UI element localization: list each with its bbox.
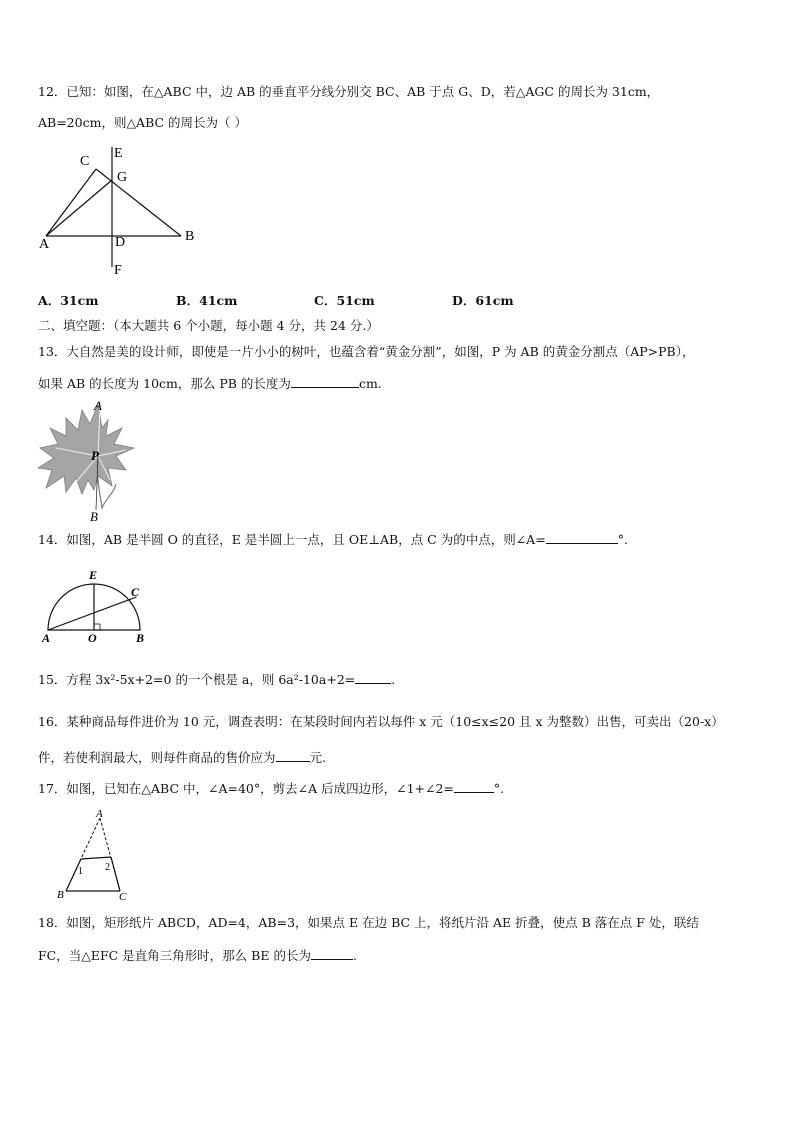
q12-option-d: D．61cm [452, 293, 514, 308]
q14-label-b: B [136, 631, 145, 645]
q17-triangle-figure [54, 808, 134, 902]
q18-text-line1: 18．如图，矩形纸片 ABCD，AD=4，AB=3，如果点 E 在边 BC 上，将纸片沿 AE 折叠，使点 B 落在点 F 处，联结 [38, 915, 699, 930]
q16-text-line1: 16．某种商品每件进价为 10 元，调查表明：在某段时间内若以每件 x 元（10≤x≤20 且 x 为整数）出售，可卖出（20-x） [38, 714, 724, 729]
q16-text-line2 [38, 749, 326, 766]
q14-text-b: °. [617, 532, 628, 547]
q17-label-2: 2 [105, 862, 110, 873]
q17-label-c: C [119, 891, 127, 902]
q12-label-a: A [39, 237, 50, 252]
q14-label-c: C [131, 585, 140, 599]
q13-text-line1: 13．大自然是美的设计师，即使是一片小小的树叶，也蕴含着“黄金分割”，如图，P 为 AB 的黄金分割点（AP>PB）， [38, 344, 695, 359]
q13-text-line2b: cm. [358, 376, 382, 391]
q13-maple-leaf-figure [36, 398, 136, 524]
q13-label-b: B [90, 509, 98, 524]
q14-answer-blank[interactable] [546, 531, 618, 544]
q18-answer-blank[interactable] [311, 947, 353, 960]
q12-triangle-figure [36, 142, 206, 277]
q15-answer-blank[interactable] [355, 671, 391, 684]
q14-text-a: 14．如图，AB 是半圆 O 的直径，E 是半圆上一点，且 OE⊥AB，点 C 为的中点，则∠A= [38, 532, 546, 547]
q12-label-b: B [185, 229, 195, 244]
q13-label-p: P [91, 448, 99, 463]
q12-label-d: D [115, 235, 126, 250]
q12-label-f: F [114, 263, 122, 277]
q14-text [38, 531, 628, 548]
q16-text-line2a: 件，若使利润最大，则每件商品的售价应为 [38, 750, 276, 765]
q17-text-a: 17．如图，已知在△ABC 中，∠A=40°，剪去∠A 后成四边形，∠1+∠2= [38, 781, 454, 796]
q12-option-b: B．41cm [176, 293, 238, 308]
q15-text-a: 15．方程 3x²-5x+2=0 的一个根是 a，则 6a²-10a+2= [38, 672, 356, 687]
q18-text-line2 [38, 947, 357, 964]
q12-label-g: G [117, 170, 128, 185]
q17-text-b: °. [493, 781, 505, 796]
q17-label-1: 1 [78, 866, 83, 877]
q12-label-e: E [114, 146, 123, 161]
q15-text-b: . [391, 672, 396, 687]
q16-text-line2b: 元. [309, 750, 326, 765]
q14-label-e: E [89, 568, 98, 582]
q12-option-c: C．51cm [314, 293, 375, 308]
section-title-fill-in: 二、填空题：（本大题共 6 个小题，每小题 4 分，共 24 分.） [38, 318, 379, 333]
q17-answer-blank[interactable] [454, 780, 494, 793]
q12-text-line1: 12．已知：如图，在△ABC 中，边 AB 的垂直平分线分别交 BC、AB 于点 G、D，若△AGC 的周长为 31cm， [38, 84, 660, 99]
q18-text-line2a: FC，当△EFC 是直角三角形时，那么 BE 的长为 [38, 948, 311, 963]
q17-label-a: A [96, 808, 103, 820]
q14-label-a: A [42, 631, 51, 645]
q15-text [38, 671, 395, 688]
q17-text [38, 780, 504, 797]
q13-answer-blank[interactable] [291, 375, 359, 388]
q14-label-o: O [88, 631, 97, 645]
q14-semicircle-figure [38, 566, 154, 646]
q13-text-line2a: 如果 AB 的长度为 10cm，那么 PB 的长度为 [38, 376, 291, 391]
q12-option-a: A．31cm [38, 293, 99, 308]
q13-label-a: A [94, 398, 102, 413]
q12-label-c: C [80, 154, 90, 169]
q12-text-line2: AB=20cm，则△ABC 的周长为（ ） [38, 115, 248, 130]
q17-label-b: B [57, 889, 64, 901]
q16-answer-blank[interactable] [276, 749, 310, 762]
q18-text-line2b: . [352, 948, 357, 963]
q13-text-line2 [38, 375, 382, 392]
